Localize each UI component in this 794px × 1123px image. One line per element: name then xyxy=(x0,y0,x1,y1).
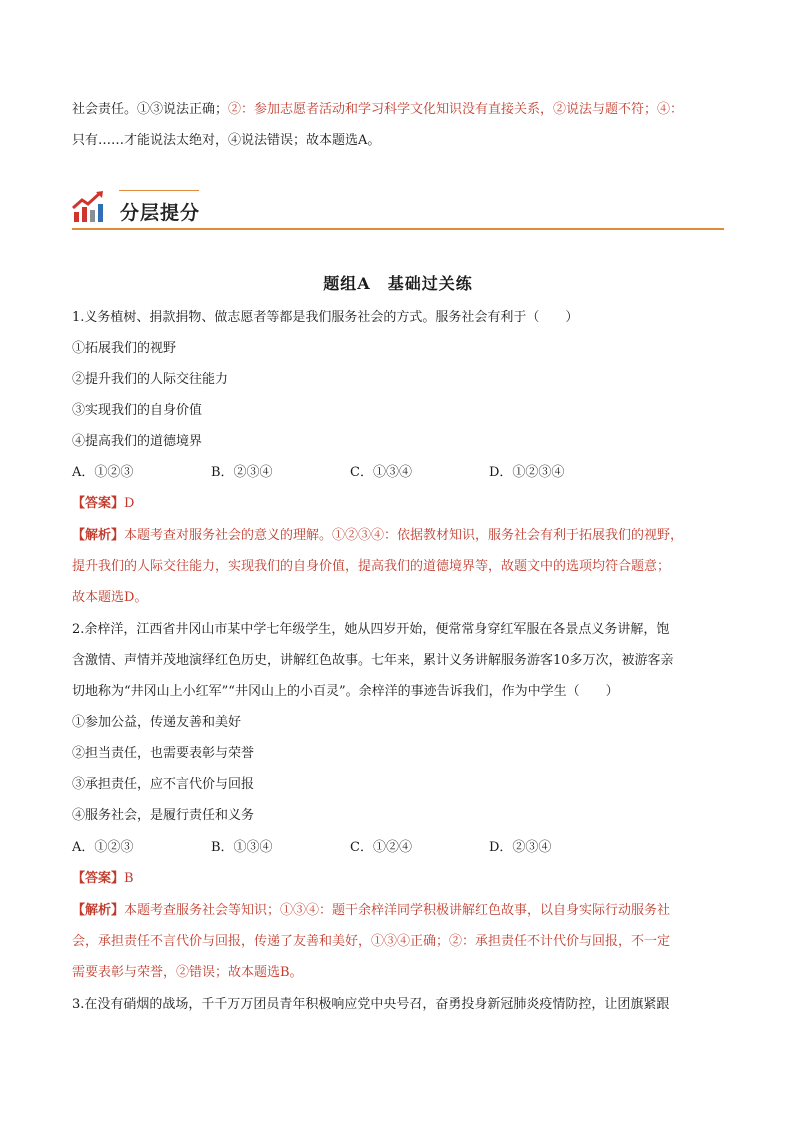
section-title: 分层提分 xyxy=(120,202,201,224)
q2-answer xyxy=(72,869,134,889)
q2-option-d: D．②③④ xyxy=(489,840,552,855)
q2-analysis-line-2: 会，承担责任不言代价与回报，传递了友善和美好，①③④正确；②：承担责任不计代价与回报，不一定 xyxy=(72,934,671,949)
q1-option-b: B．②③④ xyxy=(211,465,273,480)
section-rule xyxy=(72,228,724,230)
answer-value: B xyxy=(124,871,134,886)
q2-item-3: ③承担责任，应不言代价与回报 xyxy=(72,777,255,792)
q1-analysis-line-3: 故本题选D。 xyxy=(72,590,148,605)
q2-option-b: B．①③④ xyxy=(211,840,273,855)
analysis-label: 【解析】 xyxy=(72,903,125,918)
group-title: 题组A 基础过关练 xyxy=(323,274,473,293)
q1-item-3: ③实现我们的自身价值 xyxy=(72,403,203,418)
q1-analysis-line-2: 提升我们的人际交往能力，实现我们的自身价值，提高我们的道德境界等，故题文中的选项均符合题意； xyxy=(72,559,671,574)
q1-option-d: D．①②③④ xyxy=(489,465,565,480)
q2-options xyxy=(72,838,628,858)
q2-item-1: ①参加公益，传递友善和美好 xyxy=(72,715,242,730)
q1-analysis-line-1 xyxy=(72,526,683,546)
intro-text-a: 社会责任。①③说法正确； xyxy=(72,102,229,117)
intro-line-1 xyxy=(72,100,683,120)
q1-stem: 1.义务植树、捐款捐物、做志愿者等都是我们服务社会的方式。服务社会有利于（ ） xyxy=(72,310,579,325)
q1-item-4: ④提高我们的道德境界 xyxy=(72,434,203,449)
answer-value: D xyxy=(124,496,135,511)
q2-stem-line-3: 切地称为“井冈山上小红军”“井冈山上的小百灵”。余梓洋的事迹告诉我们，作为中学生（ ） xyxy=(72,684,619,699)
q1-option-a: A．①②③ xyxy=(72,465,134,480)
q2-stem-line-1: 2.余梓洋，江西省井冈山市某中学七年级学生，她从四岁开始，便常常身穿红军服在各景点义务讲解，饱 xyxy=(72,622,670,637)
intro-line-2: 只有……才能说法太绝对，④说法错误；故本题选A。 xyxy=(72,133,381,148)
q2-stem-line-2: 含激情、声情并茂地演绎红色历史，讲解红色故事。七年来，累计义务讲解服务游客10多万次，被游客亲 xyxy=(72,653,674,668)
analysis-text: 本题考查服务社会等知识；①③④：题干余梓洋同学积极讲解红色故事，以自身实际行动服务社 xyxy=(124,903,671,918)
q1-options xyxy=(72,463,628,483)
q2-analysis-line-1 xyxy=(72,901,670,921)
intro-text-b: ②：参加志愿者活动和学习科学文化知识没有直接关系，②说法与题不符；④： xyxy=(228,102,684,117)
q3-stem-line-1: 3.在没有硝烟的战场，千千万万团员青年积极响应党中央号召，奋勇投身新冠肺炎疫情防控，让团旗紧跟 xyxy=(72,997,670,1012)
q2-item-2: ②担当责任，也需要表彰与荣誉 xyxy=(72,746,255,761)
answer-label: 【答案】 xyxy=(72,496,125,511)
q1-option-c: C．①③④ xyxy=(350,465,412,480)
growth-chart-icon xyxy=(72,188,108,224)
analysis-label: 【解析】 xyxy=(72,528,125,543)
section-top-rule xyxy=(119,190,199,191)
q1-answer xyxy=(72,494,134,514)
q2-option-a: A．①②③ xyxy=(72,840,134,855)
q1-item-1: ①拓展我们的视野 xyxy=(72,341,177,356)
q2-analysis-line-3: 需要表彰与荣誉，②错误；故本题选B。 xyxy=(72,965,303,980)
analysis-text: 本题考查对服务社会的意义的理解。①②③④：依据教材知识，服务社会有利于拓展我们的视野， xyxy=(124,528,684,543)
q2-item-4: ④服务社会，是履行责任和义务 xyxy=(72,808,255,823)
section-header xyxy=(72,186,724,230)
q2-option-c: C．①②④ xyxy=(350,840,412,855)
q1-item-2: ②提升我们的人际交往能力 xyxy=(72,372,229,387)
answer-label: 【答案】 xyxy=(72,871,125,886)
